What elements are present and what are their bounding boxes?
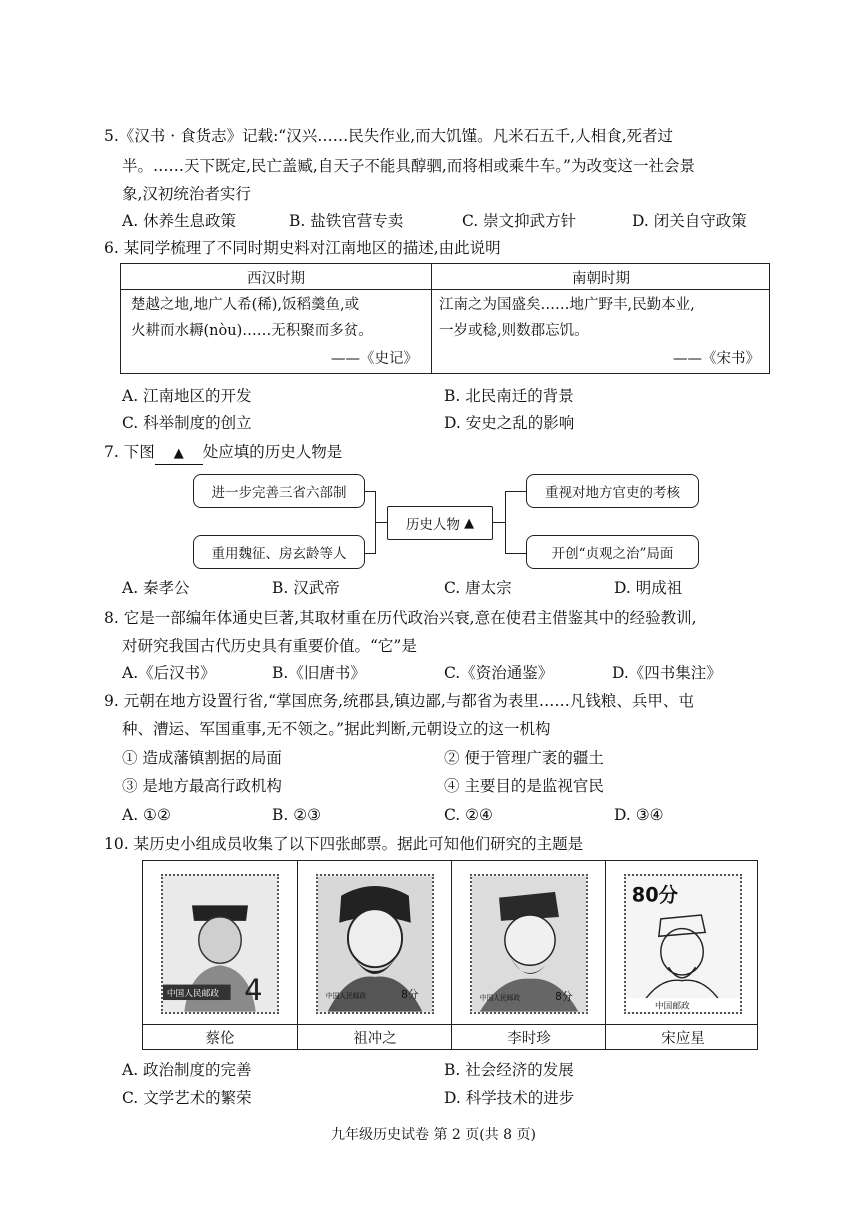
- page-footer: 九年级历史试卷 第 2 页(共 8 页): [331, 1127, 536, 1143]
- q9-option-d[interactable]: D. ③④: [614, 806, 664, 824]
- q5-stem-line-2: 半。……天下既定,民亡盖臧,自天子不能具醇驷,而将相或乘牛车。”为改变这一社会景: [122, 157, 695, 175]
- stamp-lishizhen-caption: 李时珍: [507, 1031, 551, 1047]
- q6-right-text-2: 一岁或稔,则数郡忘饥。: [439, 323, 589, 339]
- q10-stamp-table: [142, 860, 758, 1050]
- stamp-lishizhen-image: [470, 874, 588, 1014]
- q6-left-header: 西汉时期: [247, 271, 305, 287]
- q6-source-table: [120, 263, 770, 374]
- q10-option-a[interactable]: A. 政治制度的完善: [122, 1061, 252, 1079]
- q7-option-c[interactable]: C. 唐太宗: [444, 579, 512, 597]
- q5-option-d[interactable]: D. 闭关自守政策: [632, 212, 747, 230]
- q10-stem: 10. 某历史小组成员收集了以下四张邮票。据此可知他们研究的主题是: [104, 835, 584, 853]
- q7-right-link: [493, 522, 505, 523]
- stamp-column-lishizhen: [451, 861, 606, 1049]
- q5-stem-line-3: 象,汉初统治者实行: [122, 185, 251, 203]
- q8-stem-line-1: 8. 它是一部编年体通史巨著,其取材重在历代政治兴衰,意在使君主借鉴其中的经验教训,: [104, 609, 697, 627]
- q7-box-top-right: 重视对地方官吏的考核: [526, 474, 699, 508]
- q9-statement-3: ③ 是地方最高行政机构: [122, 777, 282, 795]
- q9-stem-line-2: 种、漕运、军国重事,无不领之。”据此判断,元朝设立的这一机构: [122, 720, 551, 738]
- q6-left-text-2: 火耕而水耨(nòu)……无积聚而多贫。: [131, 323, 373, 339]
- stamp-zuchongzhi-value: 8分: [401, 988, 419, 1002]
- q8-option-c[interactable]: C.《资治通鉴》: [444, 664, 554, 682]
- stamp-cailun-caption: 蔡伦: [205, 1031, 235, 1047]
- q7-stem-suffix: 处应填的历史人物是: [202, 443, 343, 461]
- q9-option-b[interactable]: B. ②③: [272, 806, 322, 824]
- q7-center-label: 历史人物: [405, 517, 460, 533]
- q5-option-c[interactable]: C. 崇文抑武方针: [462, 212, 577, 230]
- q6-right-header: 南朝时期: [572, 271, 630, 287]
- q9-statement-2: ② 便于管理广袤的疆土: [444, 749, 604, 767]
- q10-option-d[interactable]: D. 科学技术的进步: [444, 1089, 575, 1107]
- q5-option-a[interactable]: A. 休养生息政策: [122, 212, 237, 230]
- q10-option-c[interactable]: C. 文学艺术的繁荣: [122, 1089, 252, 1107]
- q7-option-d[interactable]: D. 明成祖: [614, 579, 683, 597]
- stamp-column-songyingxing: [605, 861, 760, 1049]
- stamp-lishizhen-value: 8分: [555, 990, 573, 1004]
- q7-right-bracket: [505, 491, 527, 554]
- q6-left-text-1: 楚越之地,地广人希(稀),饭稻羹鱼,或: [131, 297, 360, 313]
- q8-stem-line-2: 对研究我国古代历史具有重要价值。“它”是: [122, 637, 417, 655]
- q6-stem: 6. 某同学梳理了不同时期史料对江南地区的描述,由此说明: [104, 239, 501, 257]
- q7-center-box: [387, 506, 493, 540]
- stamp-zuchongzhi-caption: 祖冲之: [353, 1031, 397, 1047]
- q5-stem-line-1: 5.《汉书 · 食货志》记载:“汉兴……民失作业,而大饥馑。凡米石五千,人相食,死者过: [104, 127, 673, 145]
- q9-option-c[interactable]: C. ②④: [444, 806, 493, 824]
- stamp-cailun-value: 4: [244, 973, 263, 1008]
- q7-stem: [104, 442, 342, 465]
- q6-right-source: ——《宋书》: [673, 351, 760, 367]
- q10-option-b[interactable]: B. 社会经济的发展: [444, 1061, 574, 1079]
- q7-box-bottom-left: 重用魏征、房玄龄等人: [193, 535, 365, 569]
- q7-blank: [155, 442, 203, 465]
- q8-option-d[interactable]: D.《四书集注》: [612, 664, 722, 682]
- q8-option-b[interactable]: B.《旧唐书》: [272, 664, 366, 682]
- q9-statement-1: ① 造成藩镇割据的局面: [122, 749, 282, 767]
- q9-option-a[interactable]: A. ①②: [122, 806, 171, 824]
- stamp-songyingxing-image: [624, 874, 742, 1014]
- q7-stem-prefix: 7. 下图: [104, 443, 155, 461]
- q6-option-b[interactable]: B. 北民南迁的背景: [444, 387, 574, 405]
- q6-option-a[interactable]: A. 江南地区的开发: [122, 387, 252, 405]
- q7-box-bottom-right: 开创“贞观之治”局面: [526, 535, 699, 569]
- stamp-cailun-postal-text: 中国人民邮政: [166, 989, 219, 1000]
- q8-option-a[interactable]: A.《后汉书》: [122, 664, 216, 682]
- q6-left-source: ——《史记》: [331, 351, 418, 367]
- q7-box-top-left: 进一步完善三省六部制: [193, 474, 365, 508]
- stamp-zuchongzhi-image: [316, 874, 434, 1014]
- q9-statement-4: ④ 主要目的是监视官民: [444, 777, 604, 795]
- q6-right-text-1: 江南之为国盛矣……地广野丰,民勤本业,: [439, 297, 695, 313]
- q7-left-link: [375, 522, 387, 523]
- stamp-songyingxing-postal-text: 中国邮政: [654, 1001, 690, 1012]
- stamp-column-zuchongzhi: [297, 861, 452, 1049]
- stamp-songyingxing-caption: 宋应星: [661, 1031, 705, 1047]
- q9-stem-line-1: 9. 元朝在地方设置行省,“掌国庶务,统郡县,镇边鄙,与都省为表里……凡钱粮、兵甲、屯: [104, 692, 694, 710]
- stamp-column-cailun: [143, 861, 297, 1049]
- stamp-songyingxing-value: 80分: [631, 883, 678, 907]
- q7-center-mark: ▲: [464, 515, 475, 531]
- q5-option-b[interactable]: B. 盐铁官营专卖: [289, 212, 404, 230]
- q7-blank-mark: ▲: [173, 446, 184, 461]
- q7-option-b[interactable]: B. 汉武帝: [272, 579, 340, 597]
- q6-option-c[interactable]: C. 科举制度的创立: [122, 414, 252, 432]
- q7-option-a[interactable]: A. 秦孝公: [122, 579, 190, 597]
- q6-option-d[interactable]: D. 安史之乱的影响: [444, 414, 575, 432]
- stamp-zuchongzhi-postal-text: 中国人民邮政: [325, 992, 367, 1001]
- stamp-cailun-image: [161, 874, 279, 1014]
- stamp-lishizhen-postal-text: 中国人民邮政: [479, 994, 521, 1003]
